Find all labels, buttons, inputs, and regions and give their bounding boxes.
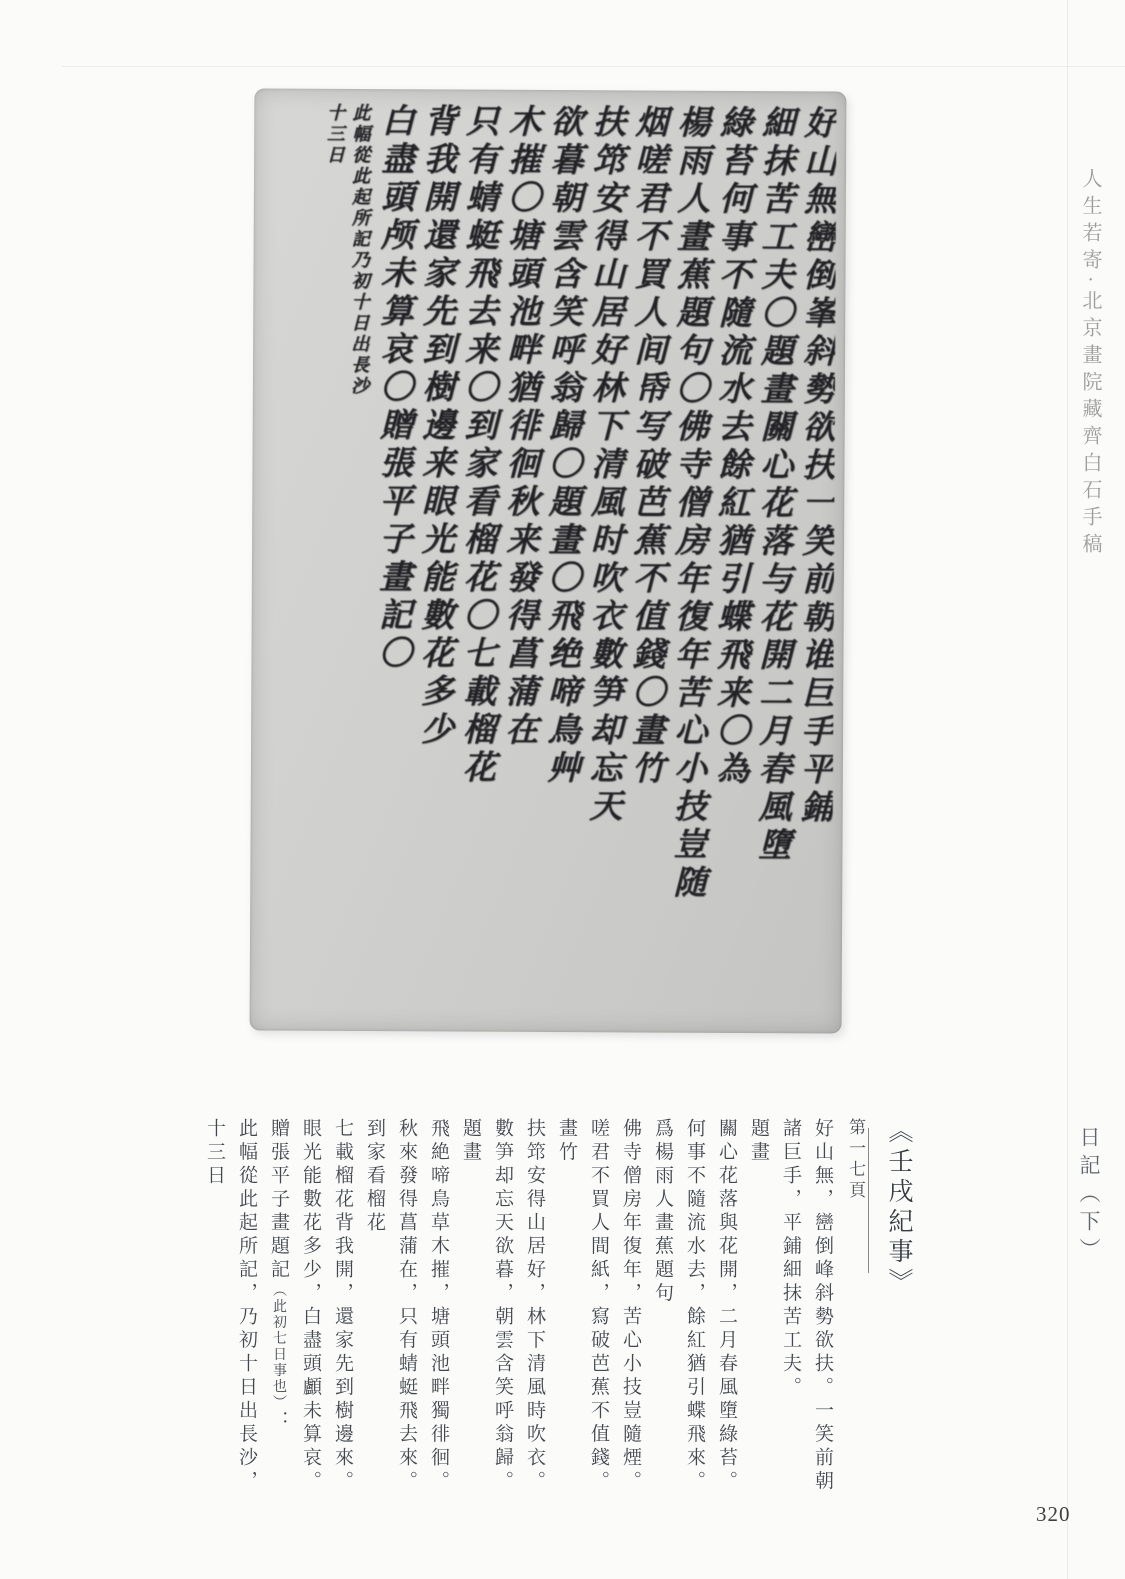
manuscript-column: 烟嗟君不買人间帋写破芭蕉不值錢〇畫竹	[626, 104, 667, 789]
manuscript-colophon-column: 十三日	[324, 102, 345, 166]
page-number: 320	[1036, 1502, 1071, 1526]
transcription-column: 飛絶啼鳥草木摧，塘頭池畔獨徘徊。	[428, 1118, 449, 1494]
scan-crease-vertical	[1067, 0, 1068, 1579]
transcription-column: 十三日	[204, 1118, 225, 1189]
manuscript-column: 扶筇安得山居好林下清風时吹衣數笋却忘天	[584, 104, 625, 827]
section-label-vertical: 日記（下）	[1077, 1126, 1101, 1266]
manuscript-colophon-column: 此幅從此起所記乃初十日出長沙	[348, 102, 371, 398]
transcription-column: 嗟君不買人間紙，寫破芭蕉不值錢。	[588, 1118, 609, 1494]
transcription-column: 爲楊雨人畫蕉題句	[652, 1118, 673, 1306]
scan-crease-horizontal	[62, 66, 1125, 67]
transcription-column: 七載榴花背我開，還家先到樹邊來。	[332, 1118, 353, 1494]
transcription-column: 此幅從此起所記，乃初十日出長沙，	[236, 1118, 257, 1494]
transcription-column: 眼光能數花多少，白盡頭顱未算哀。	[300, 1118, 321, 1494]
manuscript-column: 木摧〇塘頭池畔猶徘徊秋来發得菖蒲在	[500, 103, 540, 750]
transcription-column: 何事不隨流水去，餘紅猶引蝶飛來。	[684, 1118, 705, 1494]
manuscript-column: 欲暮朝雲含笑呼翁歸〇題畫〇飛绝啼鳥艸	[542, 103, 582, 789]
manuscript-photo	[250, 88, 847, 1033]
transcription-column: 扶筇安得山居好，林下清風時吹衣。	[524, 1118, 545, 1494]
transcription-column: 題畫	[460, 1118, 481, 1165]
transcription-column: 畫竹	[556, 1118, 577, 1165]
transcription-column-with-note	[269, 1118, 288, 1530]
manuscript-column: 背我開還家先到樹邊来眼光能數花多少	[415, 103, 456, 750]
transcription-note-lead: 贈張平子畫題記	[268, 1118, 289, 1283]
transcription-column: 關心花落與花開，二月春風墮綠苔。	[716, 1118, 737, 1494]
title-rule	[868, 1128, 869, 1273]
transcription-page-label: 第一七頁	[846, 1118, 865, 1202]
book-title-vertical: 人生若寄·北京畫院藏齊白石手稿	[1079, 168, 1101, 560]
transcription-column: 諸巨手，平鋪細抹苦工夫。	[780, 1118, 801, 1400]
manuscript-column: 只有蜻蜓飛去来〇到家看榴花〇七載榴花	[457, 103, 498, 788]
manuscript-column: 白盡頭颅未算哀〇贈張平子畫記〇	[373, 103, 413, 674]
transcription-column: 秋來發得菖蒲在，只有蜻蜓飛去來。	[396, 1118, 417, 1494]
transcription-block	[163, 1118, 911, 1530]
manuscript-column: 細抹苦工夫〇題畫關心花落与花開二月春風墮	[753, 105, 794, 866]
transcription-column: 數笋却忘天欲暮，朝雲含笑呼翁歸。	[492, 1118, 513, 1494]
transcription-note-small: （此初七日事也）	[271, 1282, 286, 1411]
transcription-column: 好山無，巒倒峰斜勢欲扶。一笑前朝	[812, 1118, 833, 1494]
manuscript-column: 楊雨人畫蕉題句〇佛寺僧房年復年苦心小技豈随	[668, 104, 709, 903]
manuscript-handwriting	[258, 102, 837, 1019]
transcription-column: 題畫	[748, 1118, 769, 1165]
transcription-column: 到家看榴花	[364, 1118, 385, 1236]
manuscript-column: 好山無巒倒峯斜勢欲扶一笑前朝谁巨手平鋪	[795, 105, 836, 828]
transcription-note-tail: ：	[268, 1410, 289, 1434]
transcription-title: 《壬戌紀事》	[885, 1118, 912, 1298]
transcription-column: 佛寺僧房年復年，苦心小技豈隨煙。	[620, 1118, 641, 1494]
manuscript-column: 綠苔何事不隨流水去餘紅猶引蝶飛来〇為	[711, 104, 751, 790]
